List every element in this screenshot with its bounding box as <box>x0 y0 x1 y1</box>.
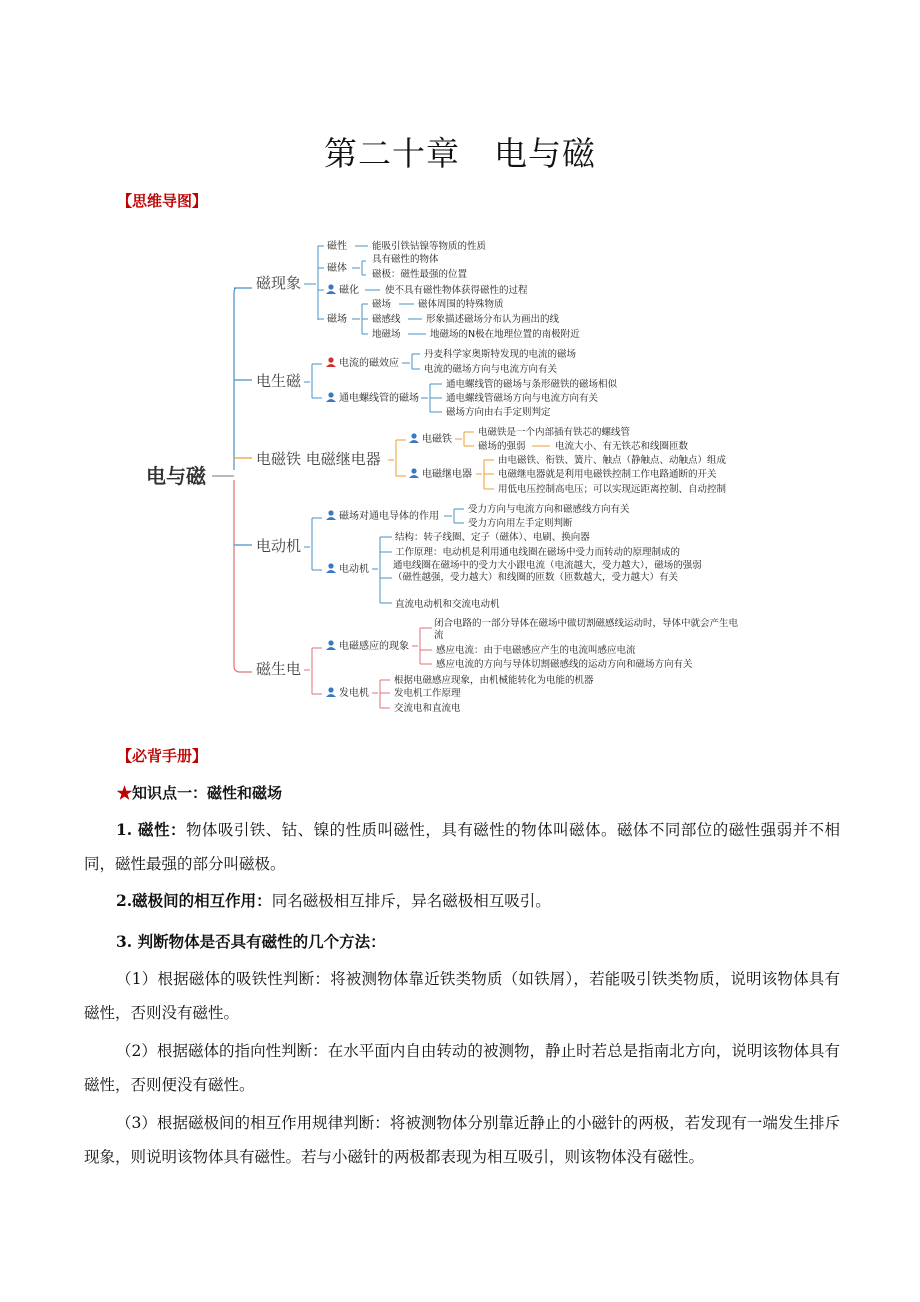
node-generator: 发电机 <box>339 688 369 699</box>
paragraph-pole-interaction: 2.磁极间的相互作用：同名磁极相互排斥，异名磁极相互吸引。 <box>116 891 551 910</box>
svg-text:感应电流：由于电磁感应产生的电流叫感应电流: 感应电流：由于电磁感应产生的电流叫感应电流 <box>436 645 636 656</box>
svg-text:受力方向用左手定则判断: 受力方向用左手定则判断 <box>468 518 573 529</box>
knowledge-point-title: ★知识点一：磁性和磁场 <box>117 784 283 802</box>
svg-text:通电螺线管磁场方向与电流方向有关: 通电螺线管磁场方向与电流方向有关 <box>446 393 599 404</box>
branch-trunk-blue <box>234 288 236 470</box>
person-icon <box>409 433 419 443</box>
svg-text:具有磁性的物体: 具有磁性的物体 <box>372 254 439 265</box>
svg-text:磁场: 磁场 <box>372 299 392 310</box>
svg-text:磁体周围的特殊物质: 磁体周围的特殊物质 <box>418 299 504 310</box>
branch-trunk-lower <box>234 480 240 672</box>
svg-text:磁场的强弱: 磁场的强弱 <box>478 441 526 452</box>
person-icon <box>326 640 336 650</box>
svg-text:根据电磁感应现象，由机械能转化为电能的机器: 根据电磁感应现象，由机械能转化为电能的机器 <box>394 675 594 686</box>
svg-text:形象描述磁场分布认为画出的线: 形象描述磁场分布认为画出的线 <box>426 314 560 325</box>
svg-text:电磁继电器就是利用电磁铁控制工作电路通断的开关: 电磁继电器就是利用电磁铁控制工作电路通断的开关 <box>498 469 717 480</box>
svg-text:磁场方向由右手定则判定: 磁场方向由右手定则判定 <box>446 407 551 418</box>
branch-magnetism: 磁现象 <box>256 274 302 292</box>
paragraph-method-2: （2）根据磁体的指向性判断：在水平面内自由转动的被测物，静止时若总是指南北方向，说明该物体具有磁性，否则便没有磁性。 <box>84 1042 840 1094</box>
svg-text:地磁场: 地磁场 <box>372 329 401 340</box>
branch-electromagnet-relay: 电磁铁 电磁继电器 <box>256 450 381 468</box>
node-magnetic-property: 磁性 <box>327 241 347 252</box>
node-force-on-conductor: 磁场对通电导体的作用 <box>339 511 439 522</box>
node-current-magnetic-effect: 电流的磁效应 <box>339 358 399 369</box>
page-title: 第二十章 电与磁 <box>324 134 596 173</box>
svg-text:电磁铁是一个内部插有铁芯的螺线管: 电磁铁是一个内部插有铁芯的螺线管 <box>478 427 631 438</box>
svg-text:受力方向与电流方向和磁感线方向有关: 受力方向与电流方向和磁感线方向有关 <box>468 504 630 515</box>
branch-electricity-to-magnetism: 电生磁 <box>256 372 302 390</box>
paragraph-magnetism: 1. 磁性：物体吸引铁、钴、镍的性质叫磁性，具有磁性的物体叫磁体。磁体不同部位的磁性强弱并不相同，磁性最强的部分叫磁极。 <box>84 820 840 873</box>
mind-map <box>0 230 920 720</box>
node-relay: 电磁继电器 <box>422 469 472 480</box>
paragraph-methods-heading: 3. 判断物体是否具有磁性的几个方法： <box>116 932 386 951</box>
svg-text:工作原理：电动机是利用通电线圈在磁场中受力而转动的原理制成的: 工作原理：电动机是利用通电线圈在磁场中受力而转动的原理制成的 <box>395 547 681 558</box>
node-electromagnet: 电磁铁 <box>422 434 452 445</box>
paragraph-method-3: （3）根据磁极间的相互作用规律判断：将被测物体分别靠近静止的小磁针的两极，若发现有一端发生排斥现象，则说明该物体具有磁性。若与小磁针的两极都表现为相互吸引，则该物体没有磁性。 <box>84 1114 840 1166</box>
node-motor: 电动机 <box>339 564 369 575</box>
node-magnetic-field: 磁场 <box>327 314 347 325</box>
branch-motor: 电动机 <box>256 537 302 555</box>
node-electromagnetic-induction: 电磁感应的现象 <box>339 641 409 652</box>
person-icon <box>326 687 336 697</box>
person-icon <box>326 563 336 573</box>
motor-factors-note: 通电线圈在磁场中的受力大小跟电流（电流越大，受力越大），磁场的强弱（磁性越强，受力越大）和线圈的匝数（匝数越大，受力越大）有关 <box>393 560 702 583</box>
person-icon <box>326 510 336 520</box>
person-icon <box>409 468 419 478</box>
node-magnetization: 磁化 <box>339 285 359 296</box>
svg-text:发电机工作原理: 发电机工作原理 <box>394 688 461 699</box>
node-magnet: 磁体 <box>327 263 347 274</box>
branch-magnetism-to-electricity: 磁生电 <box>256 660 302 678</box>
svg-text:交流电和直流电: 交流电和直流电 <box>394 703 461 714</box>
svg-text:电流的磁场方向与电流方向有关: 电流的磁场方向与电流方向有关 <box>424 364 558 375</box>
person-icon-red <box>326 357 336 367</box>
svg-text:通电螺线管的磁场与条形磁铁的磁场相似: 通电螺线管的磁场与条形磁铁的磁场相似 <box>446 379 618 390</box>
svg-text:直流电动机和交流电动机: 直流电动机和交流电动机 <box>395 599 500 610</box>
svg-text:磁极：磁性最强的位置: 磁极：磁性最强的位置 <box>372 269 468 280</box>
star-icon: ★ <box>117 784 133 802</box>
svg-text:丹麦科学家奥斯特发现的电流的磁场: 丹麦科学家奥斯特发现的电流的磁场 <box>424 349 577 360</box>
svg-text:电流大小、有无铁芯和线圈匝数: 电流大小、有无铁芯和线圈匝数 <box>555 441 689 452</box>
person-icon <box>326 284 336 294</box>
svg-text:感应电流的方向与导体切割磁感线的运动方向和磁场方向有关: 感应电流的方向与导体切割磁感线的运动方向和磁场方向有关 <box>436 659 693 670</box>
svg-text:磁感线: 磁感线 <box>372 314 401 325</box>
mindmap-root: 电与磁 <box>146 464 206 488</box>
svg-text:地磁场的N极在地理位置的南极附近: 地磁场的N极在地理位置的南极附近 <box>430 329 580 340</box>
svg-text:用低电压控制高电压；可以实现远距离控制、自动控制: 用低电压控制高电压；可以实现远距离控制、自动控制 <box>498 484 727 495</box>
svg-text:结构：转子线圈、定子（磁体）、电刷、换向器: 结构：转子线圈、定子（磁体）、电刷、换向器 <box>395 532 590 543</box>
induction-definition: 闭合电路的一部分导体在磁场中做切割磁感线运动时，导体中就会产生电流 <box>434 618 739 641</box>
node-solenoid-field: 通电螺线管的磁场 <box>339 393 419 404</box>
paragraph-method-1: （1）根据磁体的吸铁性判断：将被测物体靠近铁类物质（如铁屑），若能吸引铁类物质，说明该物体具有磁性，否则没有磁性。 <box>84 970 840 1022</box>
mindmap-section-tag: 【思维导图】 <box>117 192 208 210</box>
svg-text:能吸引铁钴镍等物质的性质: 能吸引铁钴镍等物质的性质 <box>372 241 487 252</box>
svg-text:由电磁铁、衔铁、簧片、触点（静触点、动触点）组成: 由电磁铁、衔铁、簧片、触点（静触点、动触点）组成 <box>498 455 727 466</box>
person-icon <box>326 392 336 402</box>
svg-text:使不具有磁性物体获得磁性的过程: 使不具有磁性物体获得磁性的过程 <box>385 285 528 296</box>
recite-section-tag: 【必背手册】 <box>117 747 208 765</box>
